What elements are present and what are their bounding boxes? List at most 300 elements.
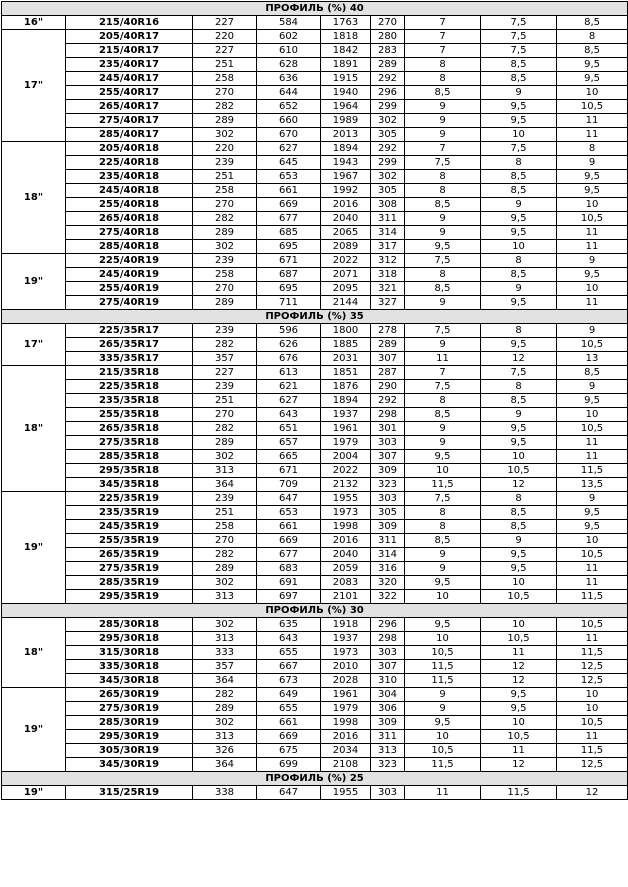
value-cell: 289 xyxy=(371,58,405,72)
value-cell: 1851 xyxy=(321,366,371,380)
value-cell: 287 xyxy=(371,366,405,380)
value-cell: 11,5 xyxy=(405,758,481,772)
tire-size-cell: 235/40R18 xyxy=(66,170,193,184)
value-cell: 8 xyxy=(481,254,557,268)
table-row xyxy=(2,618,628,632)
value-cell: 2010 xyxy=(321,660,371,674)
value-cell: 9,5 xyxy=(557,394,628,408)
value-cell: 9 xyxy=(481,534,557,548)
table-row xyxy=(2,114,628,128)
value-cell: 1940 xyxy=(321,86,371,100)
rim-diameter-cell: 16" xyxy=(2,16,66,30)
table-row xyxy=(2,576,628,590)
value-cell: 258 xyxy=(193,72,257,86)
tire-size-cell: 285/30R18 xyxy=(66,618,193,632)
value-cell: 683 xyxy=(257,562,321,576)
value-cell: 628 xyxy=(257,58,321,72)
value-cell: 675 xyxy=(257,744,321,758)
value-cell: 1894 xyxy=(321,142,371,156)
table-row xyxy=(2,450,628,464)
value-cell: 11 xyxy=(557,226,628,240)
value-cell: 308 xyxy=(371,198,405,212)
tire-size-cell: 255/35R18 xyxy=(66,408,193,422)
tire-size-cell: 345/35R18 xyxy=(66,478,193,492)
value-cell: 283 xyxy=(371,44,405,58)
value-cell: 2059 xyxy=(321,562,371,576)
value-cell: 2022 xyxy=(321,254,371,268)
value-cell: 302 xyxy=(193,128,257,142)
value-cell: 11 xyxy=(557,240,628,254)
table-row xyxy=(2,688,628,702)
tire-size-cell: 275/35R19 xyxy=(66,562,193,576)
value-cell: 10,5 xyxy=(557,716,628,730)
value-cell: 227 xyxy=(193,44,257,58)
value-cell: 649 xyxy=(257,688,321,702)
value-cell: 1915 xyxy=(321,72,371,86)
value-cell: 326 xyxy=(193,744,257,758)
value-cell: 1943 xyxy=(321,156,371,170)
value-cell: 1979 xyxy=(321,702,371,716)
value-cell: 314 xyxy=(371,548,405,562)
value-cell: 258 xyxy=(193,268,257,282)
value-cell: 11,5 xyxy=(557,744,628,758)
tire-size-cell: 275/40R18 xyxy=(66,226,193,240)
value-cell: 306 xyxy=(371,702,405,716)
value-cell: 1973 xyxy=(321,646,371,660)
value-cell: 251 xyxy=(193,506,257,520)
value-cell: 292 xyxy=(371,142,405,156)
value-cell: 653 xyxy=(257,506,321,520)
value-cell: 677 xyxy=(257,548,321,562)
value-cell: 8,5 xyxy=(481,506,557,520)
value-cell: 311 xyxy=(371,730,405,744)
value-cell: 1885 xyxy=(321,338,371,352)
table-row xyxy=(2,86,628,100)
value-cell: 9,5 xyxy=(481,338,557,352)
value-cell: 695 xyxy=(257,282,321,296)
value-cell: 8 xyxy=(405,394,481,408)
value-cell: 12 xyxy=(557,786,628,800)
value-cell: 323 xyxy=(371,478,405,492)
value-cell: 10,5 xyxy=(557,212,628,226)
value-cell: 9,5 xyxy=(557,170,628,184)
rim-diameter-cell: 19" xyxy=(2,254,66,310)
value-cell: 12 xyxy=(481,674,557,688)
table-row xyxy=(2,324,628,338)
value-cell: 227 xyxy=(193,366,257,380)
value-cell: 10,5 xyxy=(557,422,628,436)
value-cell: 7,5 xyxy=(405,254,481,268)
value-cell: 1918 xyxy=(321,618,371,632)
value-cell: 282 xyxy=(193,548,257,562)
table-row xyxy=(2,464,628,478)
value-cell: 10,5 xyxy=(481,590,557,604)
value-cell: 9 xyxy=(481,198,557,212)
value-cell: 2095 xyxy=(321,282,371,296)
value-cell: 1992 xyxy=(321,184,371,198)
value-cell: 364 xyxy=(193,674,257,688)
value-cell: 687 xyxy=(257,268,321,282)
value-cell: 2016 xyxy=(321,730,371,744)
table-row xyxy=(2,30,628,44)
value-cell: 10 xyxy=(557,282,628,296)
rim-diameter-cell: 19" xyxy=(2,786,66,800)
value-cell: 7,5 xyxy=(481,30,557,44)
value-cell: 8 xyxy=(405,58,481,72)
table-row xyxy=(2,674,628,688)
value-cell: 357 xyxy=(193,660,257,674)
table-row xyxy=(2,72,628,86)
value-cell: 8,5 xyxy=(405,408,481,422)
value-cell: 1961 xyxy=(321,688,371,702)
value-cell: 11,5 xyxy=(557,590,628,604)
value-cell: 10 xyxy=(481,576,557,590)
tire-size-cell: 265/35R19 xyxy=(66,548,193,562)
value-cell: 11,5 xyxy=(405,660,481,674)
value-cell: 2144 xyxy=(321,296,371,310)
table-row xyxy=(2,786,628,800)
value-cell: 251 xyxy=(193,170,257,184)
value-cell: 2004 xyxy=(321,450,371,464)
value-cell: 296 xyxy=(371,86,405,100)
table-row xyxy=(2,744,628,758)
value-cell: 7,5 xyxy=(481,44,557,58)
section-header-row xyxy=(2,310,628,324)
value-cell: 302 xyxy=(193,240,257,254)
value-cell: 11,5 xyxy=(557,646,628,660)
value-cell: 314 xyxy=(371,226,405,240)
value-cell: 309 xyxy=(371,464,405,478)
tire-size-cell: 345/30R19 xyxy=(66,758,193,772)
tire-size-cell: 255/40R17 xyxy=(66,86,193,100)
value-cell: 8,5 xyxy=(481,268,557,282)
tire-size-cell: 225/40R19 xyxy=(66,254,193,268)
value-cell: 220 xyxy=(193,142,257,156)
table-row xyxy=(2,380,628,394)
value-cell: 9,5 xyxy=(405,450,481,464)
value-cell: 12,5 xyxy=(557,660,628,674)
value-cell: 282 xyxy=(193,688,257,702)
value-cell: 10 xyxy=(405,632,481,646)
value-cell: 318 xyxy=(371,268,405,282)
table-row xyxy=(2,226,628,240)
value-cell: 9 xyxy=(405,688,481,702)
value-cell: 660 xyxy=(257,114,321,128)
value-cell: 10 xyxy=(557,198,628,212)
value-cell: 8,5 xyxy=(481,58,557,72)
value-cell: 289 xyxy=(193,562,257,576)
value-cell: 1818 xyxy=(321,30,371,44)
value-cell: 307 xyxy=(371,450,405,464)
value-cell: 8 xyxy=(405,520,481,534)
value-cell: 289 xyxy=(193,436,257,450)
value-cell: 12 xyxy=(481,352,557,366)
value-cell: 9,5 xyxy=(481,702,557,716)
value-cell: 9,5 xyxy=(481,688,557,702)
value-cell: 9 xyxy=(405,212,481,226)
value-cell: 671 xyxy=(257,464,321,478)
table-row xyxy=(2,282,628,296)
value-cell: 709 xyxy=(257,478,321,492)
value-cell: 10,5 xyxy=(405,744,481,758)
value-cell: 11,5 xyxy=(557,464,628,478)
value-cell: 299 xyxy=(371,156,405,170)
value-cell: 13 xyxy=(557,352,628,366)
value-cell: 10 xyxy=(557,86,628,100)
value-cell: 290 xyxy=(371,380,405,394)
value-cell: 9,5 xyxy=(481,422,557,436)
table-row xyxy=(2,436,628,450)
value-cell: 307 xyxy=(371,660,405,674)
value-cell: 8 xyxy=(405,72,481,86)
value-cell: 10 xyxy=(481,240,557,254)
value-cell: 289 xyxy=(193,226,257,240)
value-cell: 2016 xyxy=(321,198,371,212)
value-cell: 670 xyxy=(257,128,321,142)
value-cell: 8 xyxy=(405,268,481,282)
tire-size-cell: 215/35R18 xyxy=(66,366,193,380)
value-cell: 644 xyxy=(257,86,321,100)
tire-size-cell: 345/30R18 xyxy=(66,674,193,688)
value-cell: 7,5 xyxy=(481,142,557,156)
table-row xyxy=(2,296,628,310)
table-row xyxy=(2,184,628,198)
value-cell: 11 xyxy=(405,786,481,800)
value-cell: 11 xyxy=(557,114,628,128)
value-cell: 7,5 xyxy=(481,366,557,380)
value-cell: 303 xyxy=(371,786,405,800)
table-row xyxy=(2,632,628,646)
rim-diameter-cell: 19" xyxy=(2,492,66,604)
value-cell: 302 xyxy=(193,716,257,730)
value-cell: 8,5 xyxy=(557,44,628,58)
value-cell: 302 xyxy=(193,576,257,590)
value-cell: 1998 xyxy=(321,520,371,534)
value-cell: 9 xyxy=(405,562,481,576)
value-cell: 9 xyxy=(405,548,481,562)
value-cell: 1967 xyxy=(321,170,371,184)
value-cell: 11,5 xyxy=(405,478,481,492)
value-cell: 677 xyxy=(257,212,321,226)
value-cell: 652 xyxy=(257,100,321,114)
value-cell: 310 xyxy=(371,674,405,688)
value-cell: 9 xyxy=(405,226,481,240)
value-cell: 313 xyxy=(371,744,405,758)
value-cell: 289 xyxy=(371,338,405,352)
value-cell: 10 xyxy=(405,590,481,604)
value-cell: 10 xyxy=(557,702,628,716)
value-cell: 2108 xyxy=(321,758,371,772)
table-body xyxy=(2,2,628,800)
table-row xyxy=(2,548,628,562)
value-cell: 289 xyxy=(193,702,257,716)
value-cell: 312 xyxy=(371,254,405,268)
table-row xyxy=(2,128,628,142)
table-row xyxy=(2,170,628,184)
value-cell: 711 xyxy=(257,296,321,310)
table-row xyxy=(2,492,628,506)
value-cell: 8,5 xyxy=(481,394,557,408)
value-cell: 10,5 xyxy=(557,338,628,352)
tire-size-cell: 285/30R19 xyxy=(66,716,193,730)
value-cell: 1763 xyxy=(321,16,371,30)
rim-diameter-cell: 18" xyxy=(2,618,66,688)
value-cell: 301 xyxy=(371,422,405,436)
value-cell: 313 xyxy=(193,730,257,744)
tire-size-cell: 255/40R18 xyxy=(66,198,193,212)
value-cell: 9 xyxy=(557,254,628,268)
section-header: ПРОФИЛЬ (%) 35 xyxy=(2,310,628,324)
tire-size-cell: 245/40R17 xyxy=(66,72,193,86)
tire-size-cell: 235/35R19 xyxy=(66,506,193,520)
value-cell: 292 xyxy=(371,394,405,408)
value-cell: 304 xyxy=(371,688,405,702)
value-cell: 9 xyxy=(557,380,628,394)
value-cell: 10,5 xyxy=(557,100,628,114)
value-cell: 10 xyxy=(481,128,557,142)
tire-size-cell: 265/40R18 xyxy=(66,212,193,226)
section-header-row xyxy=(2,604,628,618)
value-cell: 313 xyxy=(193,464,257,478)
value-cell: 303 xyxy=(371,492,405,506)
value-cell: 1937 xyxy=(321,632,371,646)
value-cell: 9 xyxy=(481,408,557,422)
table-row xyxy=(2,660,628,674)
value-cell: 258 xyxy=(193,520,257,534)
section-header: ПРОФИЛЬ (%) 30 xyxy=(2,604,628,618)
value-cell: 8 xyxy=(557,142,628,156)
value-cell: 282 xyxy=(193,100,257,114)
value-cell: 596 xyxy=(257,324,321,338)
value-cell: 313 xyxy=(193,632,257,646)
value-cell: 2022 xyxy=(321,464,371,478)
value-cell: 9 xyxy=(557,156,628,170)
value-cell: 239 xyxy=(193,324,257,338)
value-cell: 11 xyxy=(557,576,628,590)
value-cell: 2065 xyxy=(321,226,371,240)
value-cell: 270 xyxy=(371,16,405,30)
value-cell: 10,5 xyxy=(481,730,557,744)
value-cell: 10 xyxy=(481,618,557,632)
value-cell: 9,5 xyxy=(481,436,557,450)
value-cell: 9,5 xyxy=(481,562,557,576)
table-row xyxy=(2,100,628,114)
tire-size-cell: 275/40R19 xyxy=(66,296,193,310)
value-cell: 643 xyxy=(257,632,321,646)
value-cell: 8,5 xyxy=(405,198,481,212)
value-cell: 661 xyxy=(257,716,321,730)
value-cell: 653 xyxy=(257,170,321,184)
tire-size-cell: 335/35R17 xyxy=(66,352,193,366)
value-cell: 9 xyxy=(405,338,481,352)
value-cell: 364 xyxy=(193,758,257,772)
value-cell: 307 xyxy=(371,352,405,366)
value-cell: 9,5 xyxy=(405,716,481,730)
tire-size-cell: 295/30R18 xyxy=(66,632,193,646)
value-cell: 8 xyxy=(405,170,481,184)
tire-size-cell: 215/40R17 xyxy=(66,44,193,58)
value-cell: 302 xyxy=(193,450,257,464)
value-cell: 2016 xyxy=(321,534,371,548)
table-row xyxy=(2,758,628,772)
value-cell: 299 xyxy=(371,100,405,114)
value-cell: 657 xyxy=(257,436,321,450)
section-header-row xyxy=(2,772,628,786)
value-cell: 292 xyxy=(371,72,405,86)
value-cell: 8 xyxy=(481,380,557,394)
value-cell: 1876 xyxy=(321,380,371,394)
table-row xyxy=(2,142,628,156)
value-cell: 1961 xyxy=(321,422,371,436)
value-cell: 1894 xyxy=(321,394,371,408)
value-cell: 11,5 xyxy=(481,786,557,800)
value-cell: 635 xyxy=(257,618,321,632)
value-cell: 2013 xyxy=(321,128,371,142)
value-cell: 8,5 xyxy=(481,170,557,184)
table-row xyxy=(2,716,628,730)
value-cell: 2040 xyxy=(321,212,371,226)
tire-size-cell: 265/40R17 xyxy=(66,100,193,114)
value-cell: 7 xyxy=(405,30,481,44)
value-cell: 676 xyxy=(257,352,321,366)
value-cell: 2071 xyxy=(321,268,371,282)
value-cell: 227 xyxy=(193,16,257,30)
value-cell: 9 xyxy=(405,128,481,142)
value-cell: 8,5 xyxy=(557,16,628,30)
tire-size-cell: 235/35R18 xyxy=(66,394,193,408)
value-cell: 11 xyxy=(557,296,628,310)
value-cell: 9,5 xyxy=(405,576,481,590)
value-cell: 239 xyxy=(193,380,257,394)
table-row xyxy=(2,408,628,422)
table-row xyxy=(2,394,628,408)
value-cell: 9,5 xyxy=(481,296,557,310)
value-cell: 647 xyxy=(257,492,321,506)
value-cell: 9 xyxy=(557,492,628,506)
table-row xyxy=(2,646,628,660)
table-row xyxy=(2,422,628,436)
rim-diameter-cell: 18" xyxy=(2,366,66,492)
tire-size-cell: 245/40R18 xyxy=(66,184,193,198)
value-cell: 9,5 xyxy=(557,58,628,72)
tire-size-cell: 285/35R19 xyxy=(66,576,193,590)
value-cell: 11 xyxy=(557,562,628,576)
value-cell: 305 xyxy=(371,184,405,198)
value-cell: 327 xyxy=(371,296,405,310)
tire-size-cell: 225/40R18 xyxy=(66,156,193,170)
value-cell: 10 xyxy=(481,716,557,730)
value-cell: 8 xyxy=(405,506,481,520)
value-cell: 9 xyxy=(405,114,481,128)
value-cell: 270 xyxy=(193,534,257,548)
value-cell: 303 xyxy=(371,646,405,660)
tire-size-cell: 305/30R19 xyxy=(66,744,193,758)
value-cell: 2031 xyxy=(321,352,371,366)
tire-size-cell: 275/40R17 xyxy=(66,114,193,128)
value-cell: 11 xyxy=(557,632,628,646)
value-cell: 10,5 xyxy=(481,632,557,646)
tire-size-cell: 275/35R18 xyxy=(66,436,193,450)
value-cell: 364 xyxy=(193,478,257,492)
tire-size-cell: 285/40R18 xyxy=(66,240,193,254)
value-cell: 298 xyxy=(371,408,405,422)
value-cell: 258 xyxy=(193,184,257,198)
value-cell: 357 xyxy=(193,352,257,366)
table-row xyxy=(2,506,628,520)
value-cell: 669 xyxy=(257,730,321,744)
value-cell: 296 xyxy=(371,618,405,632)
value-cell: 1973 xyxy=(321,506,371,520)
